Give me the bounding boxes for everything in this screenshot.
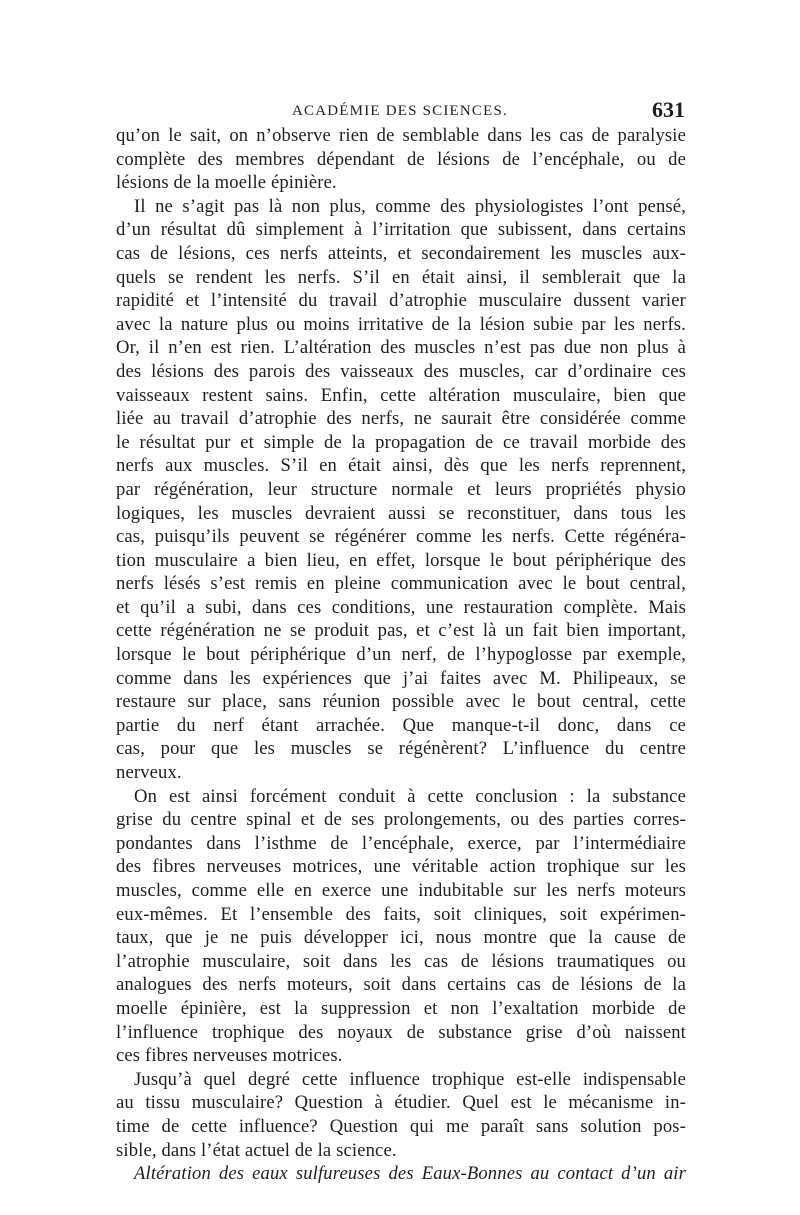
text-line: grise du centre spinal et de ses prolongements, ou des parties corres- [116,809,686,831]
text-line: liée au travail d’atrophie des nerfs, ne saurait être considérée comme [116,408,686,430]
text-line: analogues des nerfs moteurs, soit dans certains cas de lésions de la [116,974,686,996]
text-line: nerveux. [116,762,182,784]
text-line: le résultat pur et simple de la propagation de ce travail morbide des [116,431,686,453]
text-line: cas, puisqu’ils peuvent se régénérer comme les nerfs. Cette régénéra- [116,526,686,548]
text-line: eux-mêmes. Et l’ensemble des faits, soit cliniques, soit expérimen- [116,903,686,925]
body-text [116,124,686,1186]
text-line: lésions de la moelle épinière. [116,172,337,194]
text-line: nerfs lésés s’est remis en pleine communication avec le bout central, [116,573,686,595]
text-line: quels se rendent les nerfs. S’il en était ainsi, il semblerait que la [116,266,686,288]
text-line: Il ne s’agit pas là non plus, comme des physiologistes l’ont pensé, [134,195,686,217]
text-line: cette régénération ne se produit pas, et c’est là un fait bien important, [116,620,686,642]
page-header [115,97,685,127]
text-line: cas de lésions, ces nerfs atteints, et secondairement les muscles aux- [116,242,686,264]
text-line: au tissu musculaire? Question à étudier. Quel est le mécanisme in- [116,1092,686,1114]
text-line: cas, pour que les muscles se régénèrent? L’influence du centre [116,738,686,760]
text-line: l’atrophie musculaire, soit dans les cas de lésions traumatiques ou [116,950,686,972]
text-line: comme dans les expériences que j’ai faites avec M. Philipeaux, se [116,667,686,689]
text-line: Jusqu’à quel degré cette influence trophique est-elle indispensable [134,1068,686,1090]
section-heading-line: Altération des eaux sulfureuses des Eaux-Bonnes au contact d’un air [134,1163,686,1185]
text-line: d’un résultat dû simplement à l’irritation que subissent, dans certains [116,219,686,241]
running-title: ACADÉMIE DES SCIENCES. [292,103,508,119]
text-line: et qu’il a subi, dans ces conditions, une restauration complète. Mais [116,596,686,618]
text-line: avec la nature plus ou moins irritative de la lésion subie par les nerfs. [116,313,686,335]
text-line: muscles, comme elle en exerce une indubitable sur les nerfs moteurs [116,880,686,901]
text-line: partie du nerf étant arrachée. Que manque-t-il donc, dans ce [116,714,686,736]
text-line: complète des membres dépendant de lésions de l’encéphale, ou de [116,148,686,170]
text-line: taux, que je ne puis développer ici, nous montre que la cause de [116,927,686,949]
text-line: qu’on le sait, on n’observe rien de semblable dans les cas de paralysie [116,125,686,146]
text-line: pondantes dans l’isthme de l’encéphale, exerce, par l’intermédiaire [116,832,686,854]
text-line: moelle épinière, est la suppression et non l’exaltation morbide de [116,997,686,1019]
text-line: Or, il n’en est rien. L’altération des muscles n’est pas due non plus à [116,337,686,359]
text-line: par régénération, leur structure normale et leurs propriétés physio [116,478,686,500]
text-line: restaure sur place, sans réunion possible avec le bout central, cette [116,691,686,713]
text-line: vaisseaux restent sains. Enfin, cette altération musculaire, bien que [116,384,686,406]
text-line: des fibres nerveuses motrices, une véritable action trophique sur les [116,856,686,878]
text-line: l’influence trophique des noyaux de substance grise d’où naissent [116,1021,686,1043]
page-number: 631 [652,97,685,122]
text-line: nerfs aux muscles. S’il en était ainsi, dès que les nerfs reprennent, [116,455,686,477]
text-line: logiques, les muscles devraient aussi se reconstituer, dans tous les [116,502,686,524]
text-line: des lésions des parois des vaisseaux des muscles, car d’ordinaire ces [116,360,686,382]
text-line: tion musculaire a bien lieu, en effet, lorsque le bout périphérique des [116,549,686,571]
text-line: time de cette influence? Question qui me paraît sans solution pos- [116,1115,686,1137]
text-line: ces fibres nerveuses motrices. [116,1045,343,1067]
text-line: sible, dans l’état actuel de la science. [116,1139,397,1161]
text-line: lorsque le bout périphérique d’un nerf, de l’hypoglosse par exemple, [116,644,686,666]
text-line: rapidité et l’intensité du travail d’atrophie musculaire dussent varier [116,290,686,312]
text-line: On est ainsi forcément conduit à cette conclusion : la substance [134,785,686,807]
